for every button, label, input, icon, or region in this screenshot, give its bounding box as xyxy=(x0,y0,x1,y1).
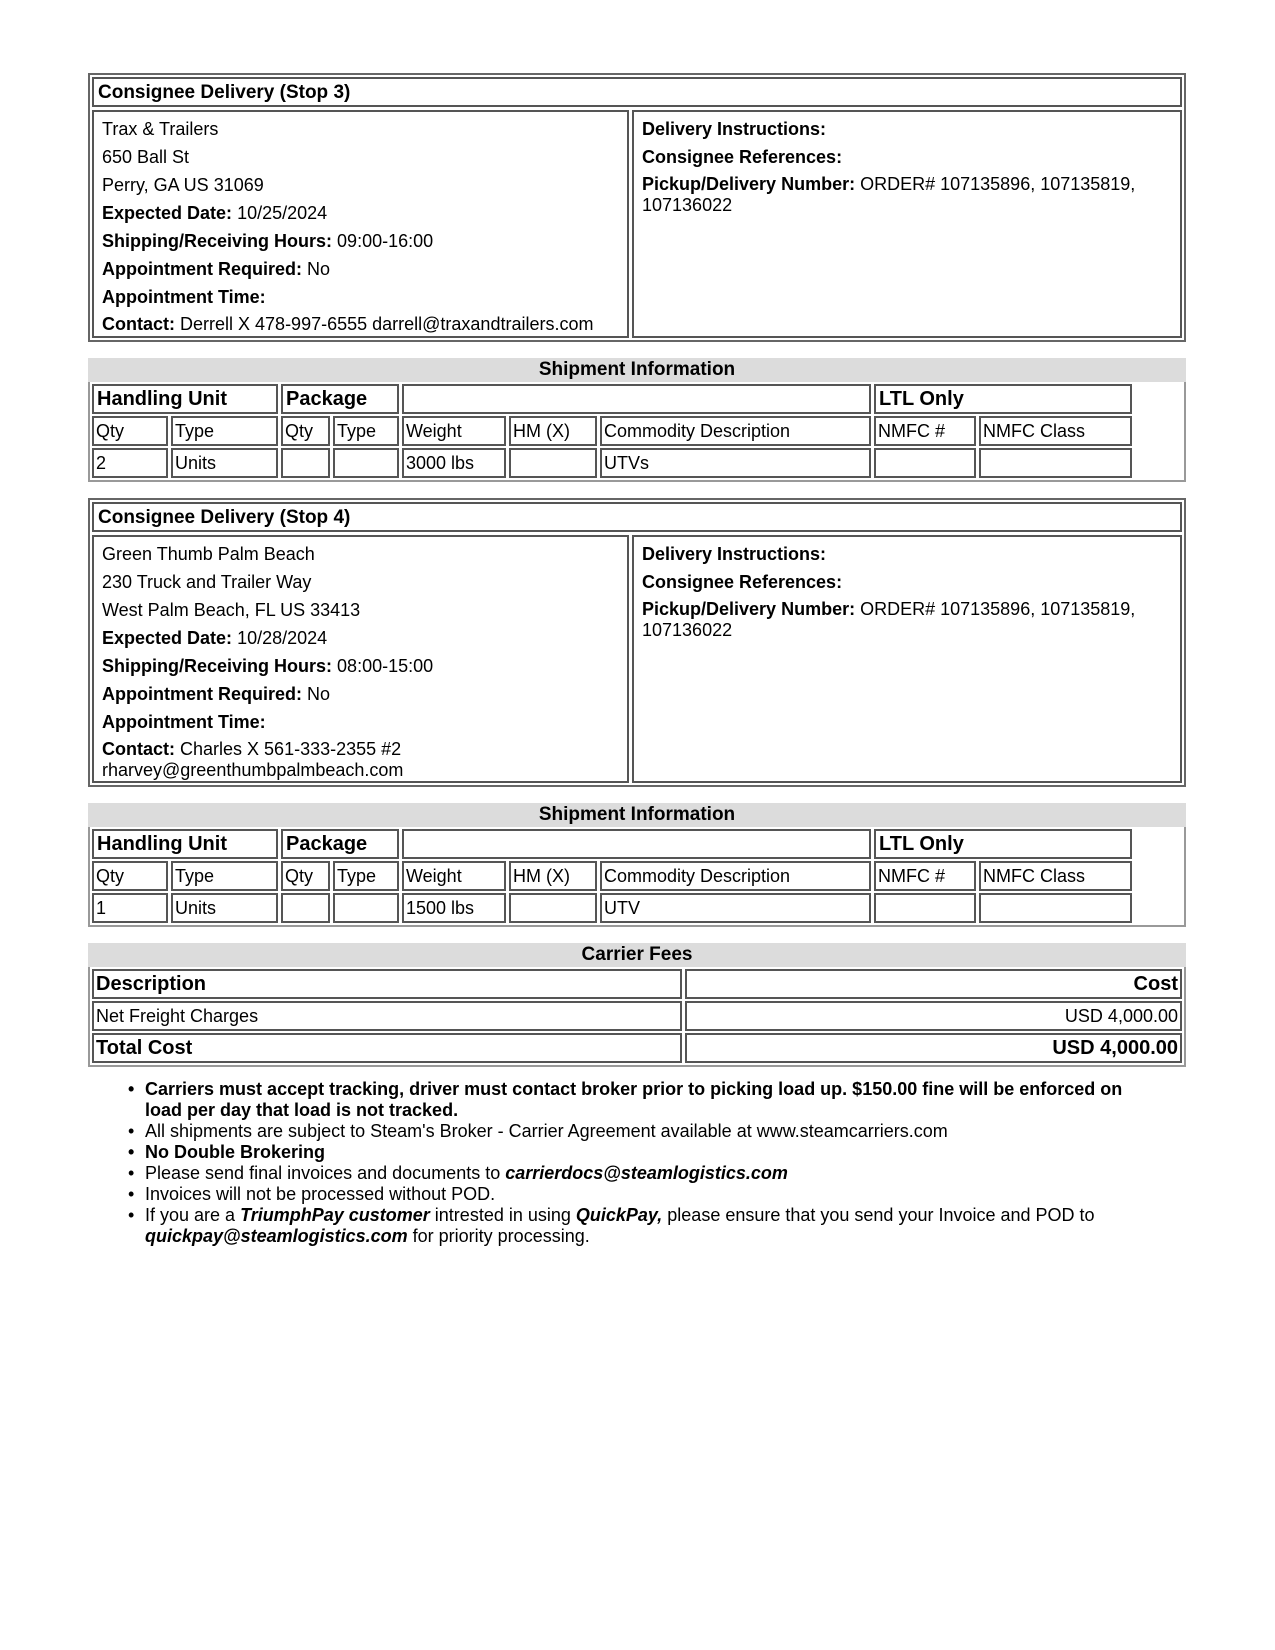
table-row xyxy=(92,1001,1182,1031)
package-header: Package xyxy=(281,384,399,414)
col-type: Type xyxy=(171,861,278,891)
cell-type: Units xyxy=(171,893,278,923)
carrier-fees xyxy=(88,943,1186,1067)
cell-type: Units xyxy=(171,448,278,478)
col-hm: HM (X) xyxy=(509,416,597,446)
cell-nmfc-number xyxy=(874,448,976,478)
group-header-row xyxy=(92,829,1184,859)
carrier-fees-title: Carrier Fees xyxy=(88,943,1186,967)
pickup-number-label: Pickup/Delivery Number: xyxy=(642,174,856,194)
expected-date-value: 10/28/2024 xyxy=(237,628,328,648)
appt-required-value: No xyxy=(307,684,331,704)
consignee-delivery-stop-4 xyxy=(88,498,1186,787)
col-qty: Qty xyxy=(92,416,168,446)
note-invoices-email xyxy=(128,1163,1128,1184)
expected-date-value: 10/25/2024 xyxy=(237,203,328,223)
col-commodity: Commodity Description xyxy=(600,416,871,446)
col-package-qty: Qty xyxy=(281,861,330,891)
appt-required-label: Appointment Required: xyxy=(102,259,302,279)
handling-unit-header: Handling Unit xyxy=(92,384,278,414)
col-nmfc-class: NMFC Class xyxy=(979,861,1132,891)
col-nmfc-number: NMFC # xyxy=(874,861,976,891)
ltl-only-header: LTL Only xyxy=(874,829,1132,859)
col-qty: Qty xyxy=(92,861,168,891)
receiving-hours xyxy=(102,655,619,677)
hours-value: 08:00-15:00 xyxy=(337,656,434,676)
col-commodity: Commodity Description xyxy=(600,861,871,891)
address-line-1: 230 Truck and Trailer Way xyxy=(102,572,312,592)
appointment-required xyxy=(102,258,619,280)
group-header-row xyxy=(92,384,1184,414)
consignee-references-label: Consignee References: xyxy=(642,147,843,167)
col-package-type: Type xyxy=(333,416,399,446)
ltl-only-header: LTL Only xyxy=(874,384,1132,414)
delivery-instructions-label: Delivery Instructions: xyxy=(642,119,827,139)
triumphpay-text: TriumphPay customer xyxy=(240,1205,430,1225)
consignee-delivery-stop-3 xyxy=(88,73,1186,342)
column-header-row xyxy=(92,416,1184,446)
address-line-2: West Palm Beach, FL US 33413 xyxy=(102,600,361,620)
appointment-required xyxy=(102,683,619,705)
expected-date xyxy=(102,202,619,224)
appt-time-label: Appointment Time: xyxy=(102,712,266,732)
cell-package-type xyxy=(333,448,399,478)
note-agreement: • All shipments are subject to Steam's Broker - Carrier Agreement available at www.steamcarriers.com xyxy=(128,1121,1128,1142)
quickpay-brand-text: QuickPay, xyxy=(575,1205,663,1225)
quickpay-text-c: intrested in using xyxy=(429,1205,576,1225)
col-weight: Weight xyxy=(402,861,506,891)
blank-header xyxy=(402,829,871,859)
table-row xyxy=(92,893,1184,923)
stop-header: Consignee Delivery (Stop 4) xyxy=(92,502,1182,532)
cell-qty: 1 xyxy=(92,893,168,923)
consignee-name: Trax & Trailers xyxy=(102,119,219,139)
cost-header: Cost xyxy=(685,969,1182,999)
note-pod: • Invoices will not be processed without POD. xyxy=(128,1184,1128,1205)
appointment-time xyxy=(102,286,619,308)
col-type: Type xyxy=(171,416,278,446)
pickup-number-value: ORDER# 107135896, 107135819, 107136022 xyxy=(642,599,1136,640)
shipment-information-2 xyxy=(88,803,1186,927)
col-package-type: Type xyxy=(333,861,399,891)
stop-instructions-cell xyxy=(632,535,1182,783)
cell-qty: 2 xyxy=(92,448,168,478)
note-quickpay xyxy=(128,1205,1128,1247)
note-no-double-brokering: • No Double Brokering xyxy=(128,1142,1128,1163)
total-cost: USD 4,000.00 xyxy=(685,1033,1182,1063)
receiving-hours xyxy=(102,230,619,252)
column-header-row xyxy=(92,861,1184,891)
cell-hm xyxy=(509,893,597,923)
fee-cost: USD 4,000.00 xyxy=(685,1001,1182,1031)
note-tracking: • Carriers must accept tracking, driver must contact broker prior to picking load up. $150.00 fine will be enforced on load per day that load is not tracked. xyxy=(128,1079,1128,1121)
pickup-delivery-number xyxy=(642,599,1172,641)
shipment-information-1 xyxy=(88,358,1186,482)
contact xyxy=(102,314,619,335)
stop-instructions-cell xyxy=(632,110,1182,338)
quickpay-text-e: please ensure that you send your Invoice and POD to xyxy=(662,1205,1095,1225)
fee-description: Net Freight Charges xyxy=(92,1001,682,1031)
cell-package-qty xyxy=(281,448,330,478)
pickup-number-label: Pickup/Delivery Number: xyxy=(642,599,856,619)
description-header: Description xyxy=(92,969,682,999)
contact xyxy=(102,739,422,781)
handling-unit-header: Handling Unit xyxy=(92,829,278,859)
cell-commodity: UTVs xyxy=(600,448,871,478)
hours-label: Shipping/Receiving Hours: xyxy=(102,656,333,676)
cell-nmfc-class xyxy=(979,448,1132,478)
quickpay-text-a: If you are a xyxy=(145,1205,241,1225)
blank-header xyxy=(402,384,871,414)
table-row xyxy=(92,448,1184,478)
contact-label: Contact: xyxy=(102,314,175,334)
contact-value: Charles X 561-333-2355 #2 rharvey@greenthumbpalmbeach.com xyxy=(102,739,404,780)
pickup-delivery-number xyxy=(642,174,1172,216)
stop-address-cell xyxy=(92,535,629,783)
carrierdocs-email: carrierdocs@steamlogistics.com xyxy=(505,1163,788,1183)
cell-weight: 1500 lbs xyxy=(402,893,506,923)
package-header: Package xyxy=(281,829,399,859)
col-package-qty: Qty xyxy=(281,416,330,446)
contact-label: Contact: xyxy=(102,739,175,759)
shipment-info-title: Shipment Information xyxy=(88,803,1186,827)
cell-hm xyxy=(509,448,597,478)
terms-list xyxy=(128,1079,1128,1247)
delivery-instructions-label: Delivery Instructions: xyxy=(642,544,827,564)
stop-header: Consignee Delivery (Stop 3) xyxy=(92,77,1182,107)
expected-date-label: Expected Date: xyxy=(102,628,233,648)
expected-date xyxy=(102,627,619,649)
pickup-number-value: ORDER# 107135896, 107135819, 107136022 xyxy=(642,174,1136,215)
shipment-info-title: Shipment Information xyxy=(88,358,1186,382)
quickpay-text-g: for priority processing. xyxy=(407,1226,590,1246)
total-label: Total Cost xyxy=(92,1033,682,1063)
expected-date-label: Expected Date: xyxy=(102,203,233,223)
consignee-name: Green Thumb Palm Beach xyxy=(102,544,315,564)
consignee-references-label: Consignee References: xyxy=(642,572,843,592)
col-weight: Weight xyxy=(402,416,506,446)
cell-package-qty xyxy=(281,893,330,923)
hours-label: Shipping/Receiving Hours: xyxy=(102,231,333,251)
stop-address-cell xyxy=(92,110,629,338)
document-page xyxy=(88,73,1186,1067)
cell-nmfc-class xyxy=(979,893,1132,923)
address-line-2: Perry, GA US 31069 xyxy=(102,175,264,195)
address-line-1: 650 Ball St xyxy=(102,147,190,167)
appointment-time xyxy=(102,711,619,733)
cell-weight: 3000 lbs xyxy=(402,448,506,478)
cell-commodity: UTV xyxy=(600,893,871,923)
note-invoices-text: Please send final invoices and documents to xyxy=(145,1163,506,1183)
cell-nmfc-number xyxy=(874,893,976,923)
contact-value: Derrell X 478-997-6555 darrell@traxandtrailers.com xyxy=(180,314,594,334)
hours-value: 09:00-16:00 xyxy=(337,231,434,251)
fees-header-row xyxy=(92,969,1182,999)
col-nmfc-number: NMFC # xyxy=(874,416,976,446)
cell-package-type xyxy=(333,893,399,923)
appt-time-label: Appointment Time: xyxy=(102,287,266,307)
col-hm: HM (X) xyxy=(509,861,597,891)
col-nmfc-class: NMFC Class xyxy=(979,416,1132,446)
total-row xyxy=(92,1033,1182,1063)
appt-required-value: No xyxy=(307,259,331,279)
appt-required-label: Appointment Required: xyxy=(102,684,302,704)
quickpay-email: quickpay@steamlogistics.com xyxy=(145,1226,408,1246)
